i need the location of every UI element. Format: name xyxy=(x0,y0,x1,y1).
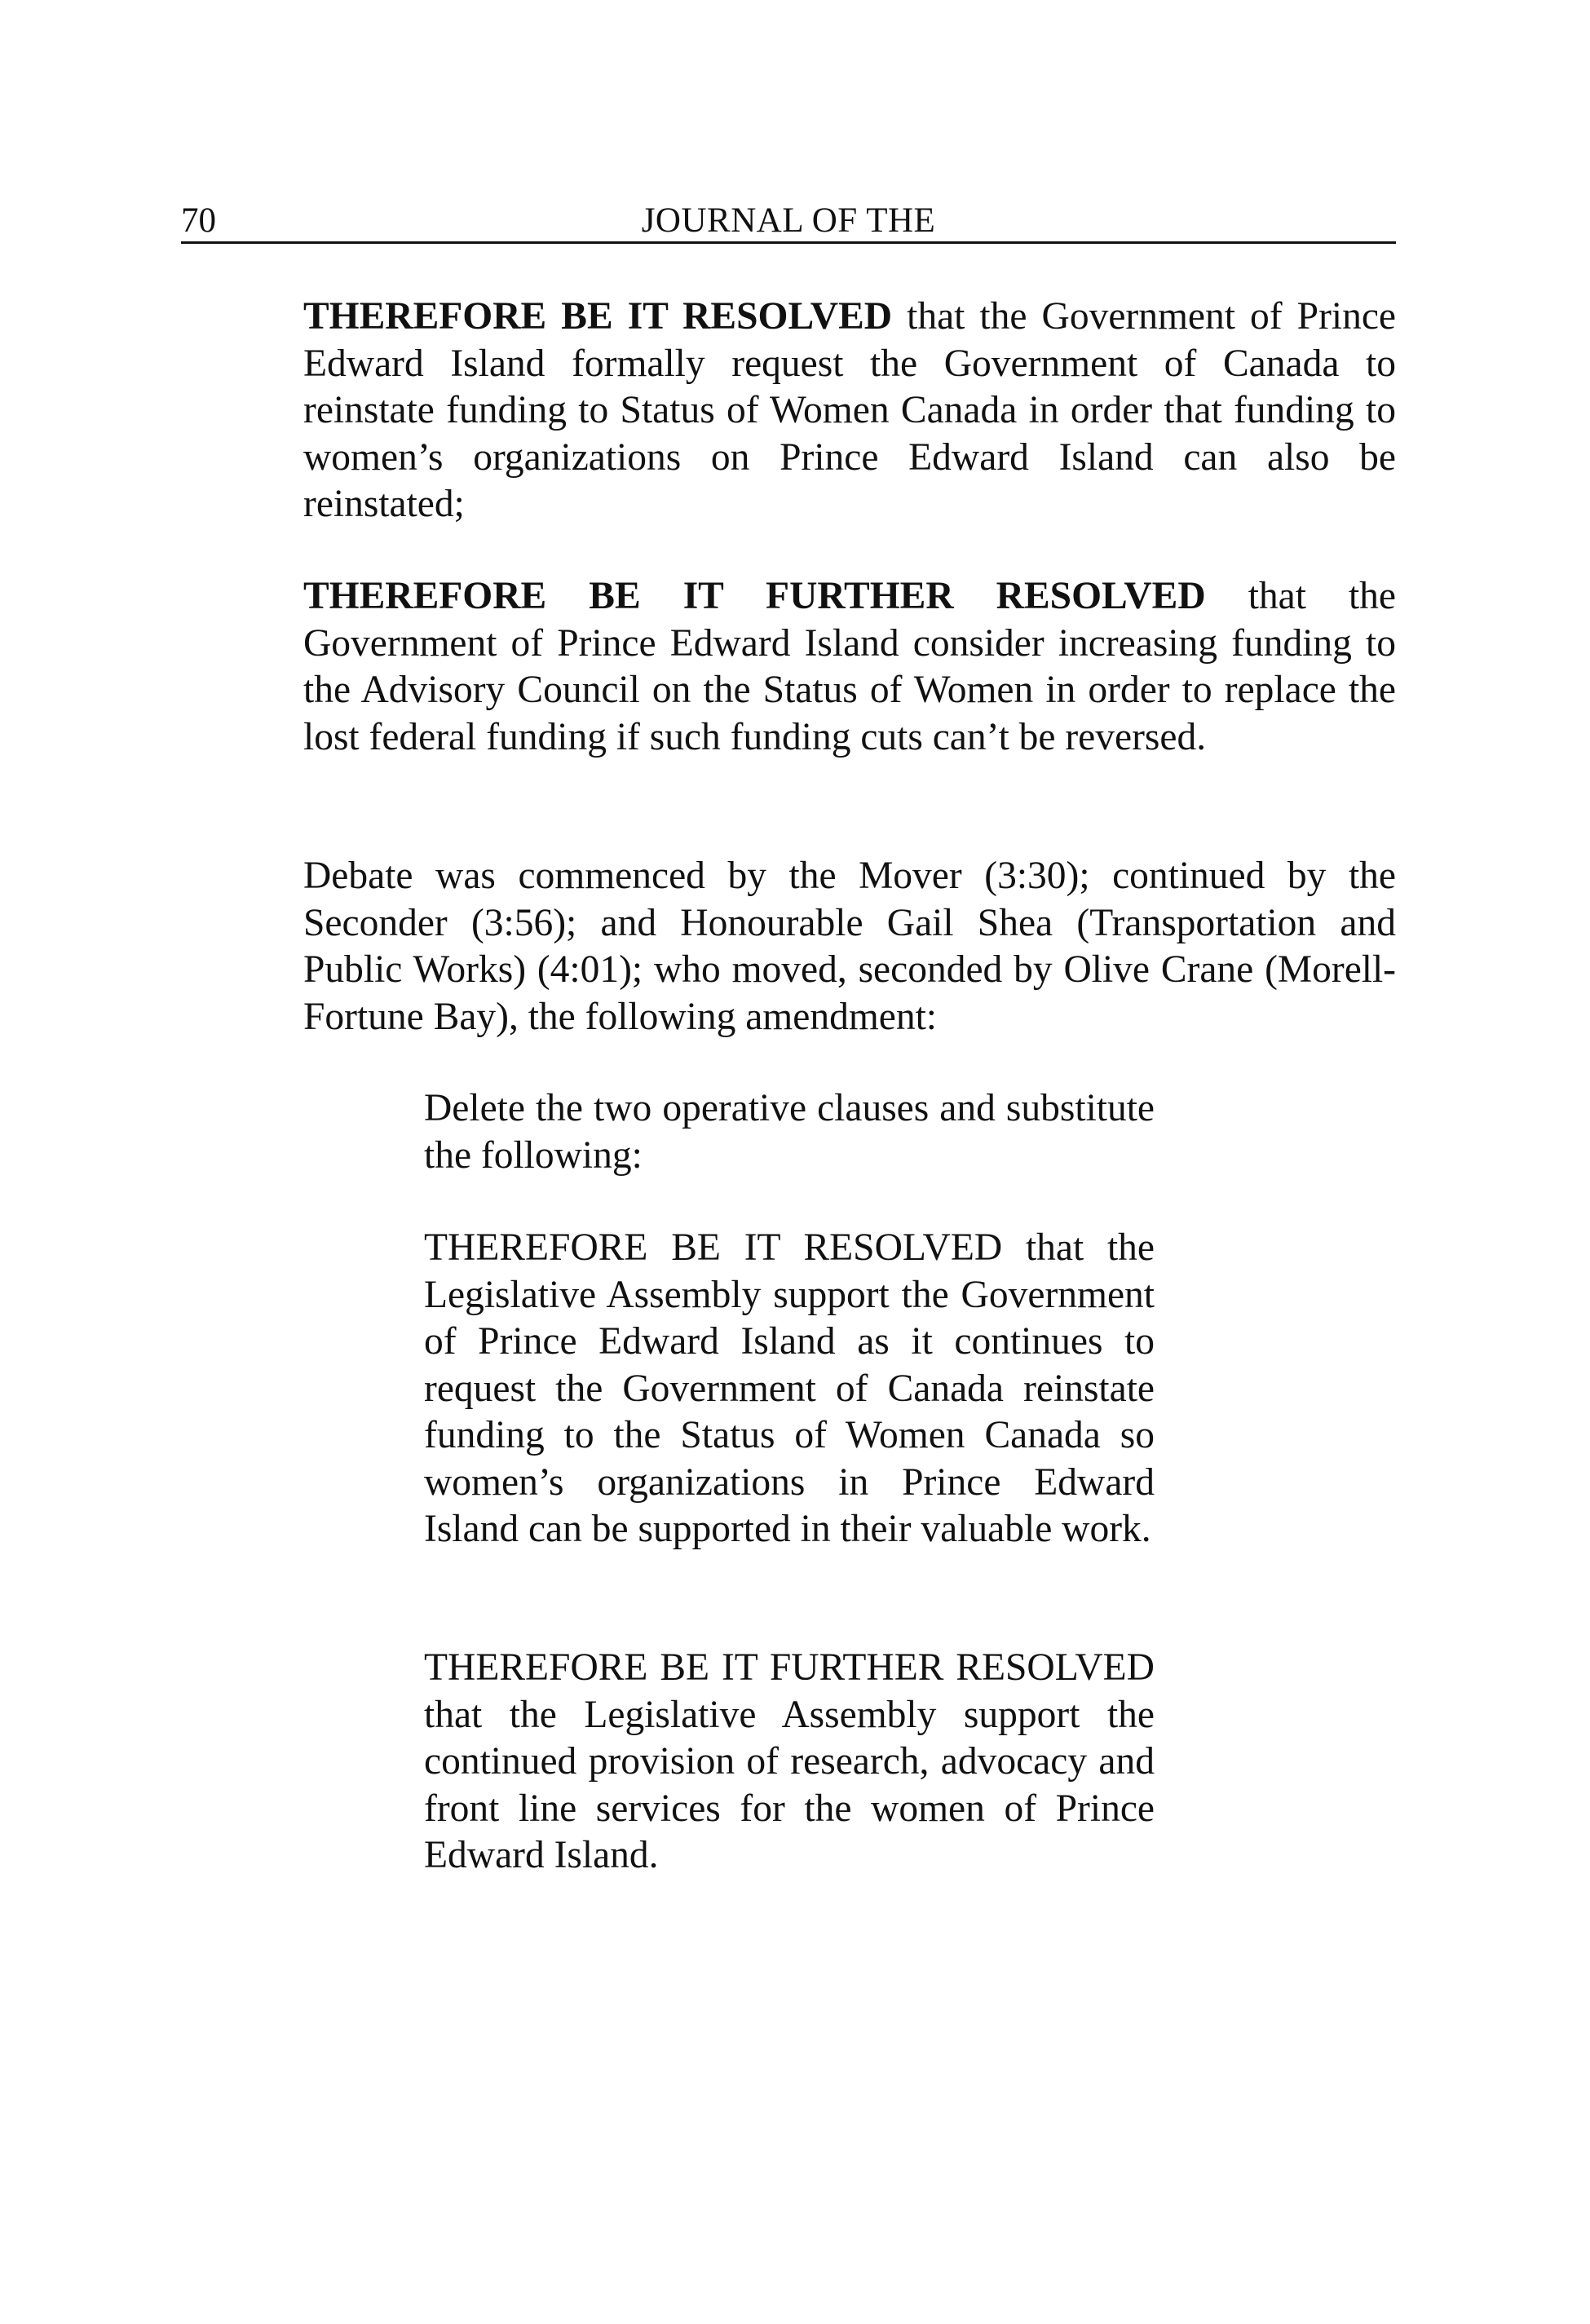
amendment-instruction: Delete the two operative clauses and substitute the following: xyxy=(424,1087,1155,1177)
amendment-clause-2: THEREFORE BE IT FURTHER RESOLVED that the Legislative Assembly support the continued provision of research, advocacy and front line services for the women of Prince Edward Island. xyxy=(424,1646,1155,1876)
running-header xyxy=(181,201,1396,244)
resolution-paragraph-2 xyxy=(303,573,1396,761)
resolution-paragraph-1 xyxy=(303,294,1396,528)
page-number: 70 xyxy=(181,201,216,240)
resolution-1-text: that the Government of Prince Edward Island formally request the Government of Canada to reinstate funding to Status of Women Canada in order that funding to women’s organizations on Prince Edward Island can also be reinstated; xyxy=(303,295,1396,525)
journal-title: JOURNAL OF THE xyxy=(641,201,936,240)
amendment-clause-1: THEREFORE BE IT RESOLVED that the Legislative Assembly support the Government of Prince Edward Island as it continues to request the Government of Canada reinstate funding to the Status of Women Canada so women’s organizations in Prince Edward Island can be supported in their valuable work. xyxy=(424,1226,1155,1550)
resolution-1-lead: THEREFORE BE IT RESOLVED xyxy=(303,295,893,338)
resolution-2-text: that the Government of Prince Edward Island consider increasing funding to the Advisory Council on the Status of Women in order to replace the lost federal funding if such funding cuts can’t be reversed. xyxy=(303,575,1396,758)
resolution-2-lead: THEREFORE BE IT FURTHER RESOLVED xyxy=(303,575,1206,617)
debate-paragraph: Debate was commenced by the Mover (3:30); continued by the Seconder (3:56); and Honourable Gail Shea (Transportation and Public Works) (4:01); who moved, seconded by Olive Crane (Morell-Fortune Bay), the following amendment: xyxy=(303,855,1396,1038)
